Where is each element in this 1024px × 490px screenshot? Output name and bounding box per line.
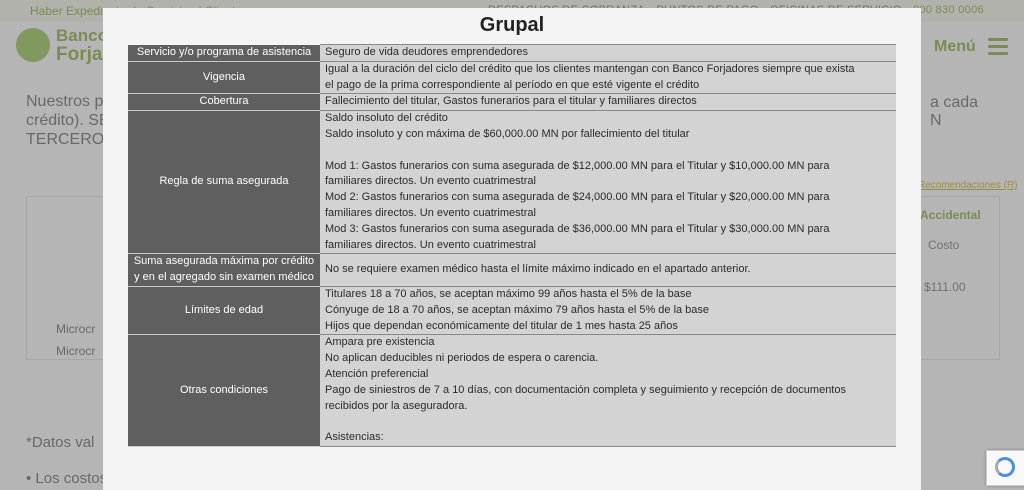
row-value <box>320 254 896 287</box>
row-value <box>320 335 896 447</box>
row-value <box>320 45 896 62</box>
value-line: familiares directos. Un evento cuatrimestral <box>325 206 536 219</box>
value-line: Ampara pre existencia <box>325 336 435 349</box>
recaptcha-badge[interactable] <box>986 450 1024 486</box>
value-line: Mod 3: Gastos funerarios con suma asegurada de $36,000.00 MN para el Titular y $30,000.00 MN para <box>325 222 830 235</box>
table-row <box>128 111 896 254</box>
value-line: Saldo insoluto y con máxima de $60,000.00 MN por fallecimiento del titular <box>325 127 690 140</box>
value-line: Mod 1: Gastos funerarios con suma asegurada de $12,000.00 MN para el Titular y $10,000.00 MN para <box>325 159 830 172</box>
value-line: Saldo insoluto del crédito <box>325 112 448 125</box>
value-line: Cónyuge de 18 a 70 años, se aceptan máximo 79 años hasta el 5% de la base <box>325 303 710 316</box>
value-line: Pago de siniestros de 7 a 10 días, con documentación completa y seguimiento y recepción de documentos <box>325 383 846 396</box>
value-line: familiares directos. Un evento cuatrimestral <box>325 238 536 251</box>
recaptcha-icon <box>995 457 1015 477</box>
row-label: Regla de suma asegurada <box>128 111 320 254</box>
value-line: recibidos por la aseguradora. <box>325 399 468 412</box>
coverage-table <box>128 44 896 447</box>
row-value <box>320 94 896 111</box>
table-row <box>128 45 896 62</box>
value-line: No se requiere examen médico hasta el límite máximo indicado en el apartado anterior. <box>325 263 751 276</box>
value-line: Asistencias: <box>325 431 384 444</box>
row-label: Servicio y/o programa de asistencia <box>128 45 320 62</box>
row-label: Cobertura <box>128 94 320 111</box>
value-line: familiares directos. Un evento cuatrimestral <box>325 175 536 188</box>
row-label: Suma asegurada máxima por crédito y en el agregado sin examen médico <box>128 254 320 287</box>
row-value <box>320 61 896 94</box>
value-line <box>325 143 891 159</box>
table-row <box>128 335 896 447</box>
insurance-detail-modal <box>103 8 921 490</box>
table-row <box>128 94 896 111</box>
row-value <box>320 111 896 254</box>
value-line: Hijos que dependan económicamente del titular de 1 mes hasta 25 años <box>325 319 678 332</box>
table-row <box>128 254 896 287</box>
value-line <box>325 414 891 430</box>
value-line: Fallecimiento del titular, Gastos funerarios para el titular y familiares directos <box>325 95 697 108</box>
row-label: Vigencia <box>128 61 320 94</box>
value-line: Atención preferencial <box>325 367 429 380</box>
value-line: Mod 2: Gastos funerarios con suma asegurada de $24,000.00 MN para el Titular y $20,000.00 MN para <box>325 191 830 204</box>
row-label: Límites de edad <box>128 286 320 334</box>
value-line: el pago de la prima correspondiente al período en que esté vigente el crédito <box>325 78 700 91</box>
value-line: No aplican deducibles ni periodos de espera o carencia. <box>325 352 599 365</box>
value-line: Titulares 18 a 70 años, se aceptan máximo 99 años hasta el 5% de la base <box>325 287 692 300</box>
table-row <box>128 286 896 334</box>
value-line: Seguro de vida deudores emprendedores <box>325 46 529 58</box>
table-row <box>128 61 896 94</box>
value-line: Igual a la duración del ciclo del crédito que los clientes mantengan con Banco Forjadores siempre que exista <box>325 62 855 75</box>
row-label: Otras condiciones <box>128 335 320 447</box>
row-value <box>320 286 896 334</box>
modal-title: Grupal <box>479 14 545 36</box>
